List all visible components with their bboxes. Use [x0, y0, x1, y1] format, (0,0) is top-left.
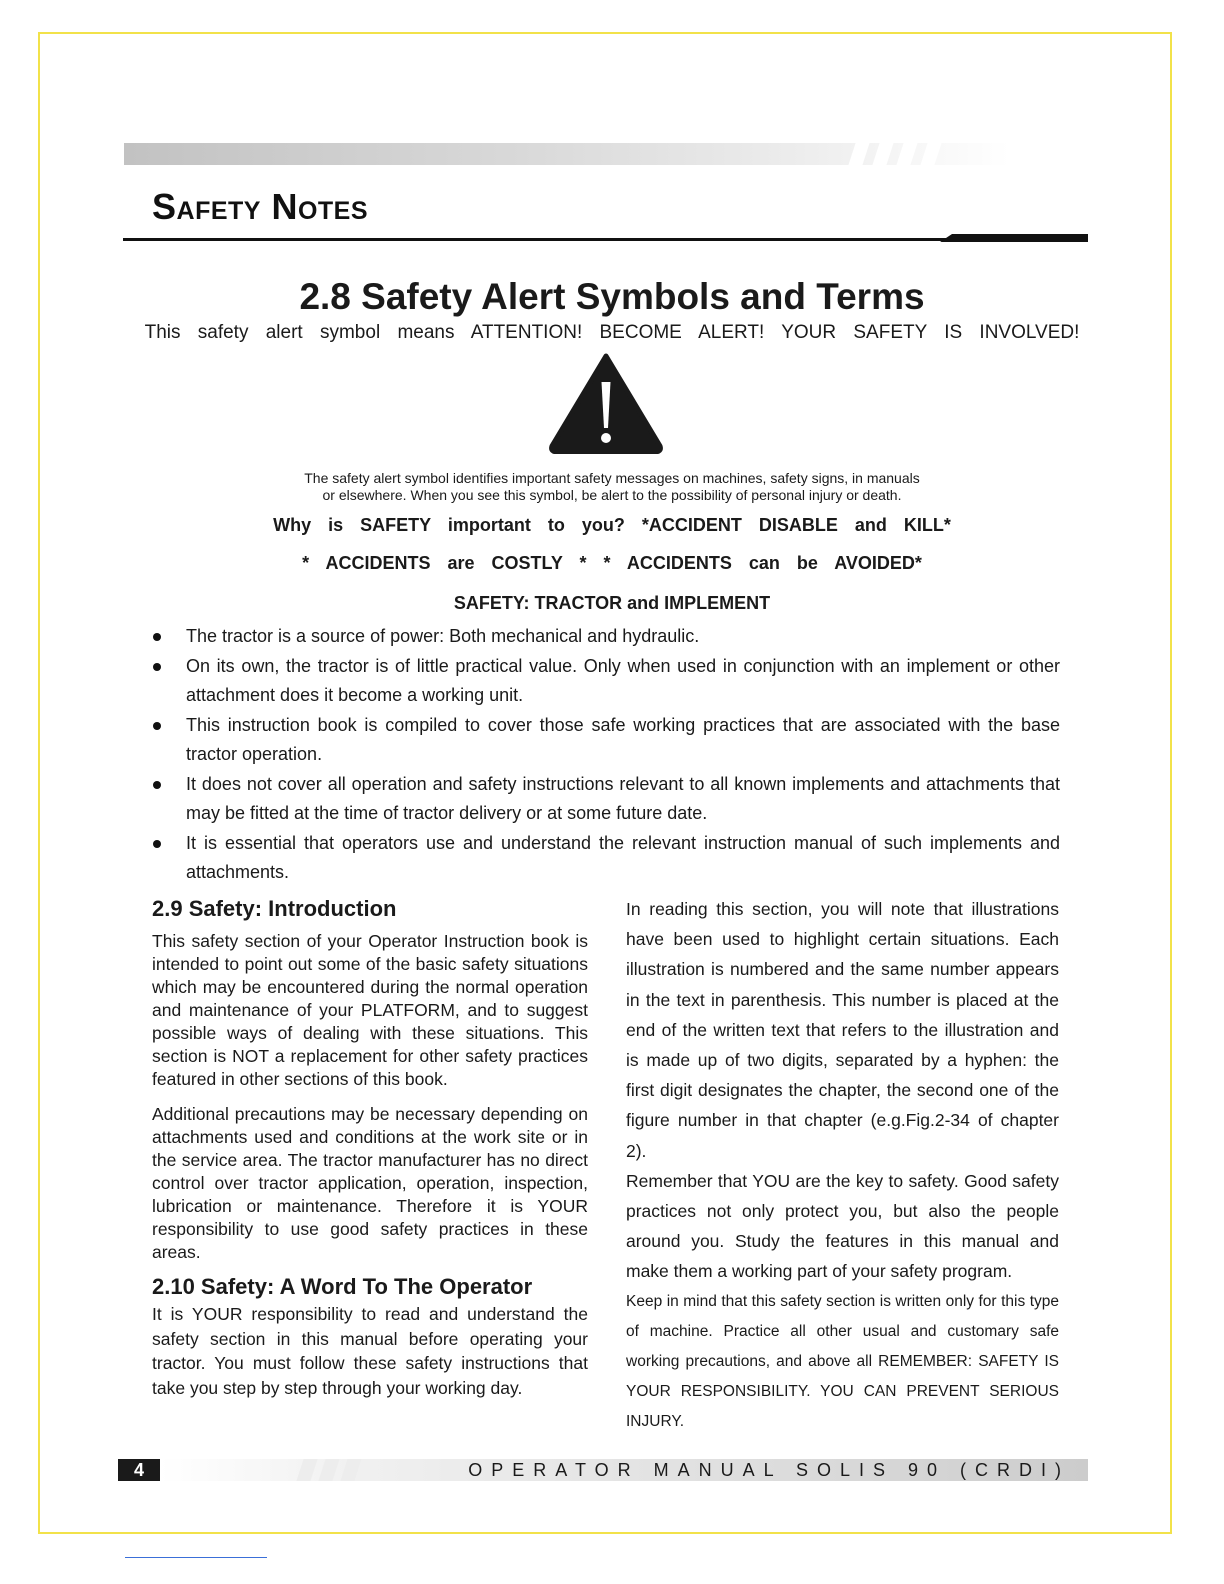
footer-stripe [318, 1459, 339, 1481]
bullet-icon [153, 722, 161, 730]
tractor-implement-subheading: SAFETY: TRACTOR and IMPLEMENT [453, 593, 771, 613]
list-item [150, 652, 1060, 711]
keep-in-mind-paragraph: Keep in mind that this safety section is written only for this type of machine. Practice all other usual and customary safe working precautions, and above all REMEMBER: SAFETY IS YOUR RESPONSIBILITY. YOU CAN PREVENT SERIOUS INJURY. [626, 1292, 1059, 1431]
footer-band [160, 1459, 1088, 1481]
left-column [152, 896, 588, 1400]
right-column [626, 894, 1059, 1438]
heading-2-10: 2.10 Safety: A Word To The Operator [152, 1274, 533, 1299]
link-underline [125, 1557, 267, 1558]
alert-symbol-intro: This safety alert symbol means ATTENTION! BECOME ALERT! YOUR SAFETY IS INVOLVED! [144, 322, 1080, 343]
list-item-text: The tractor is a source of power: Both mechanical and hydraulic. [186, 626, 700, 646]
bullet-icon [153, 633, 161, 641]
alert-description-line-2: or elsewhere. When you see this symbol, be alert to the possibility of personal injury or death. [322, 487, 902, 503]
list-item [150, 829, 1060, 888]
bullet-icon [153, 663, 161, 671]
list-item [150, 711, 1060, 770]
header-stripe [920, 143, 941, 165]
list-item-text: This instruction book is compiled to cover those safe working practices that are associated with the base tractor operation. [186, 714, 1060, 764]
list-item [150, 770, 1060, 829]
header-stripe [896, 143, 917, 165]
bullet-icon [153, 781, 161, 789]
manual-title: OPERATOR MANUAL SOLIS 90 (CRDI) [468, 1460, 1070, 1480]
illustrations-paragraph: In reading this section, you will note that illustrations have been used to highlight certain situations. Each illustration is numbered and the same number appears in the text in parenthesis. This number is placed at the end of the written text that refers to the illustration and is made up of two digits, separated by a hyphen: the first digit designates the chapter, the second one of the figure number in that chapter (e.g.Fig.2-34 of chapter 2). [626, 899, 1059, 1161]
warning-triangle-icon [548, 352, 664, 454]
why-safety-line: Why is SAFETY important to you? *ACCIDENT DISABLE and KILL* [273, 515, 951, 535]
list-item-text: It is essential that operators use and understand the relevant instruction manual of such implements and attachments. [186, 832, 1060, 882]
list-item-text: It does not cover all operation and safety instructions relevant to all known implements and attachments that may be fitted at the time of tractor delivery or at some future date. [186, 773, 1060, 823]
section-title: Safety Notes [152, 186, 369, 227]
footer-stripe [296, 1459, 317, 1481]
bullet-icon [153, 840, 161, 848]
operator-paragraph: It is YOUR responsibility to read and understand the safety section in this manual before operating your tractor. You must follow these safety instructions that take you step by step through your working day. [152, 1304, 588, 1398]
intro-paragraph-2: Additional precautions may be necessary depending on attachments used and conditions at the work site or in the service area. The tractor manufacturer has no direct control over tractor application, operation, inspection, lubrication or maintenance. Therefore it is YOUR responsibility to use good safety practices in these areas. [152, 1104, 588, 1262]
page-number: 4 [118, 1459, 160, 1481]
safety-bullet-list [150, 622, 1060, 888]
footer-stripe [340, 1459, 361, 1481]
header-band [124, 143, 1010, 165]
header-stripe [848, 143, 869, 165]
key-to-safety-paragraph: Remember that YOU are the key to safety. Good safety practices not only protect you, but also the people around you. Study the features in this manual and make them a working part of your safety program. [626, 1170, 1059, 1282]
heading-2-8: 2.8 Safety Alert Symbols and Terms [299, 276, 925, 317]
accidents-line: * ACCIDENTS are COSTLY * * ACCIDENTS can be AVOIDED* [302, 553, 922, 573]
intro-paragraph-1: This safety section of your Operator Instruction book is intended to point out some of the basic safety situations which may be encountered during the normal operation and maintenance of your PLATFORM, and to suggest possible ways of dealing with these situations. This section is NOT a replacement for other safety practices featured in other sections of this book. [152, 931, 588, 1089]
list-item-text: On its own, the tractor is of little practical value. Only when used in conjunction with an implement or other attachment does it become a working unit. [186, 655, 1060, 705]
heading-2-9: 2.9 Safety: Introduction [152, 896, 397, 921]
list-item [150, 622, 1060, 652]
alert-description-line-1: The safety alert symbol identifies important safety messages on machines, safety signs, in manuals [304, 470, 920, 486]
header-stripe [872, 143, 893, 165]
header-rule-accent [940, 234, 1088, 242]
